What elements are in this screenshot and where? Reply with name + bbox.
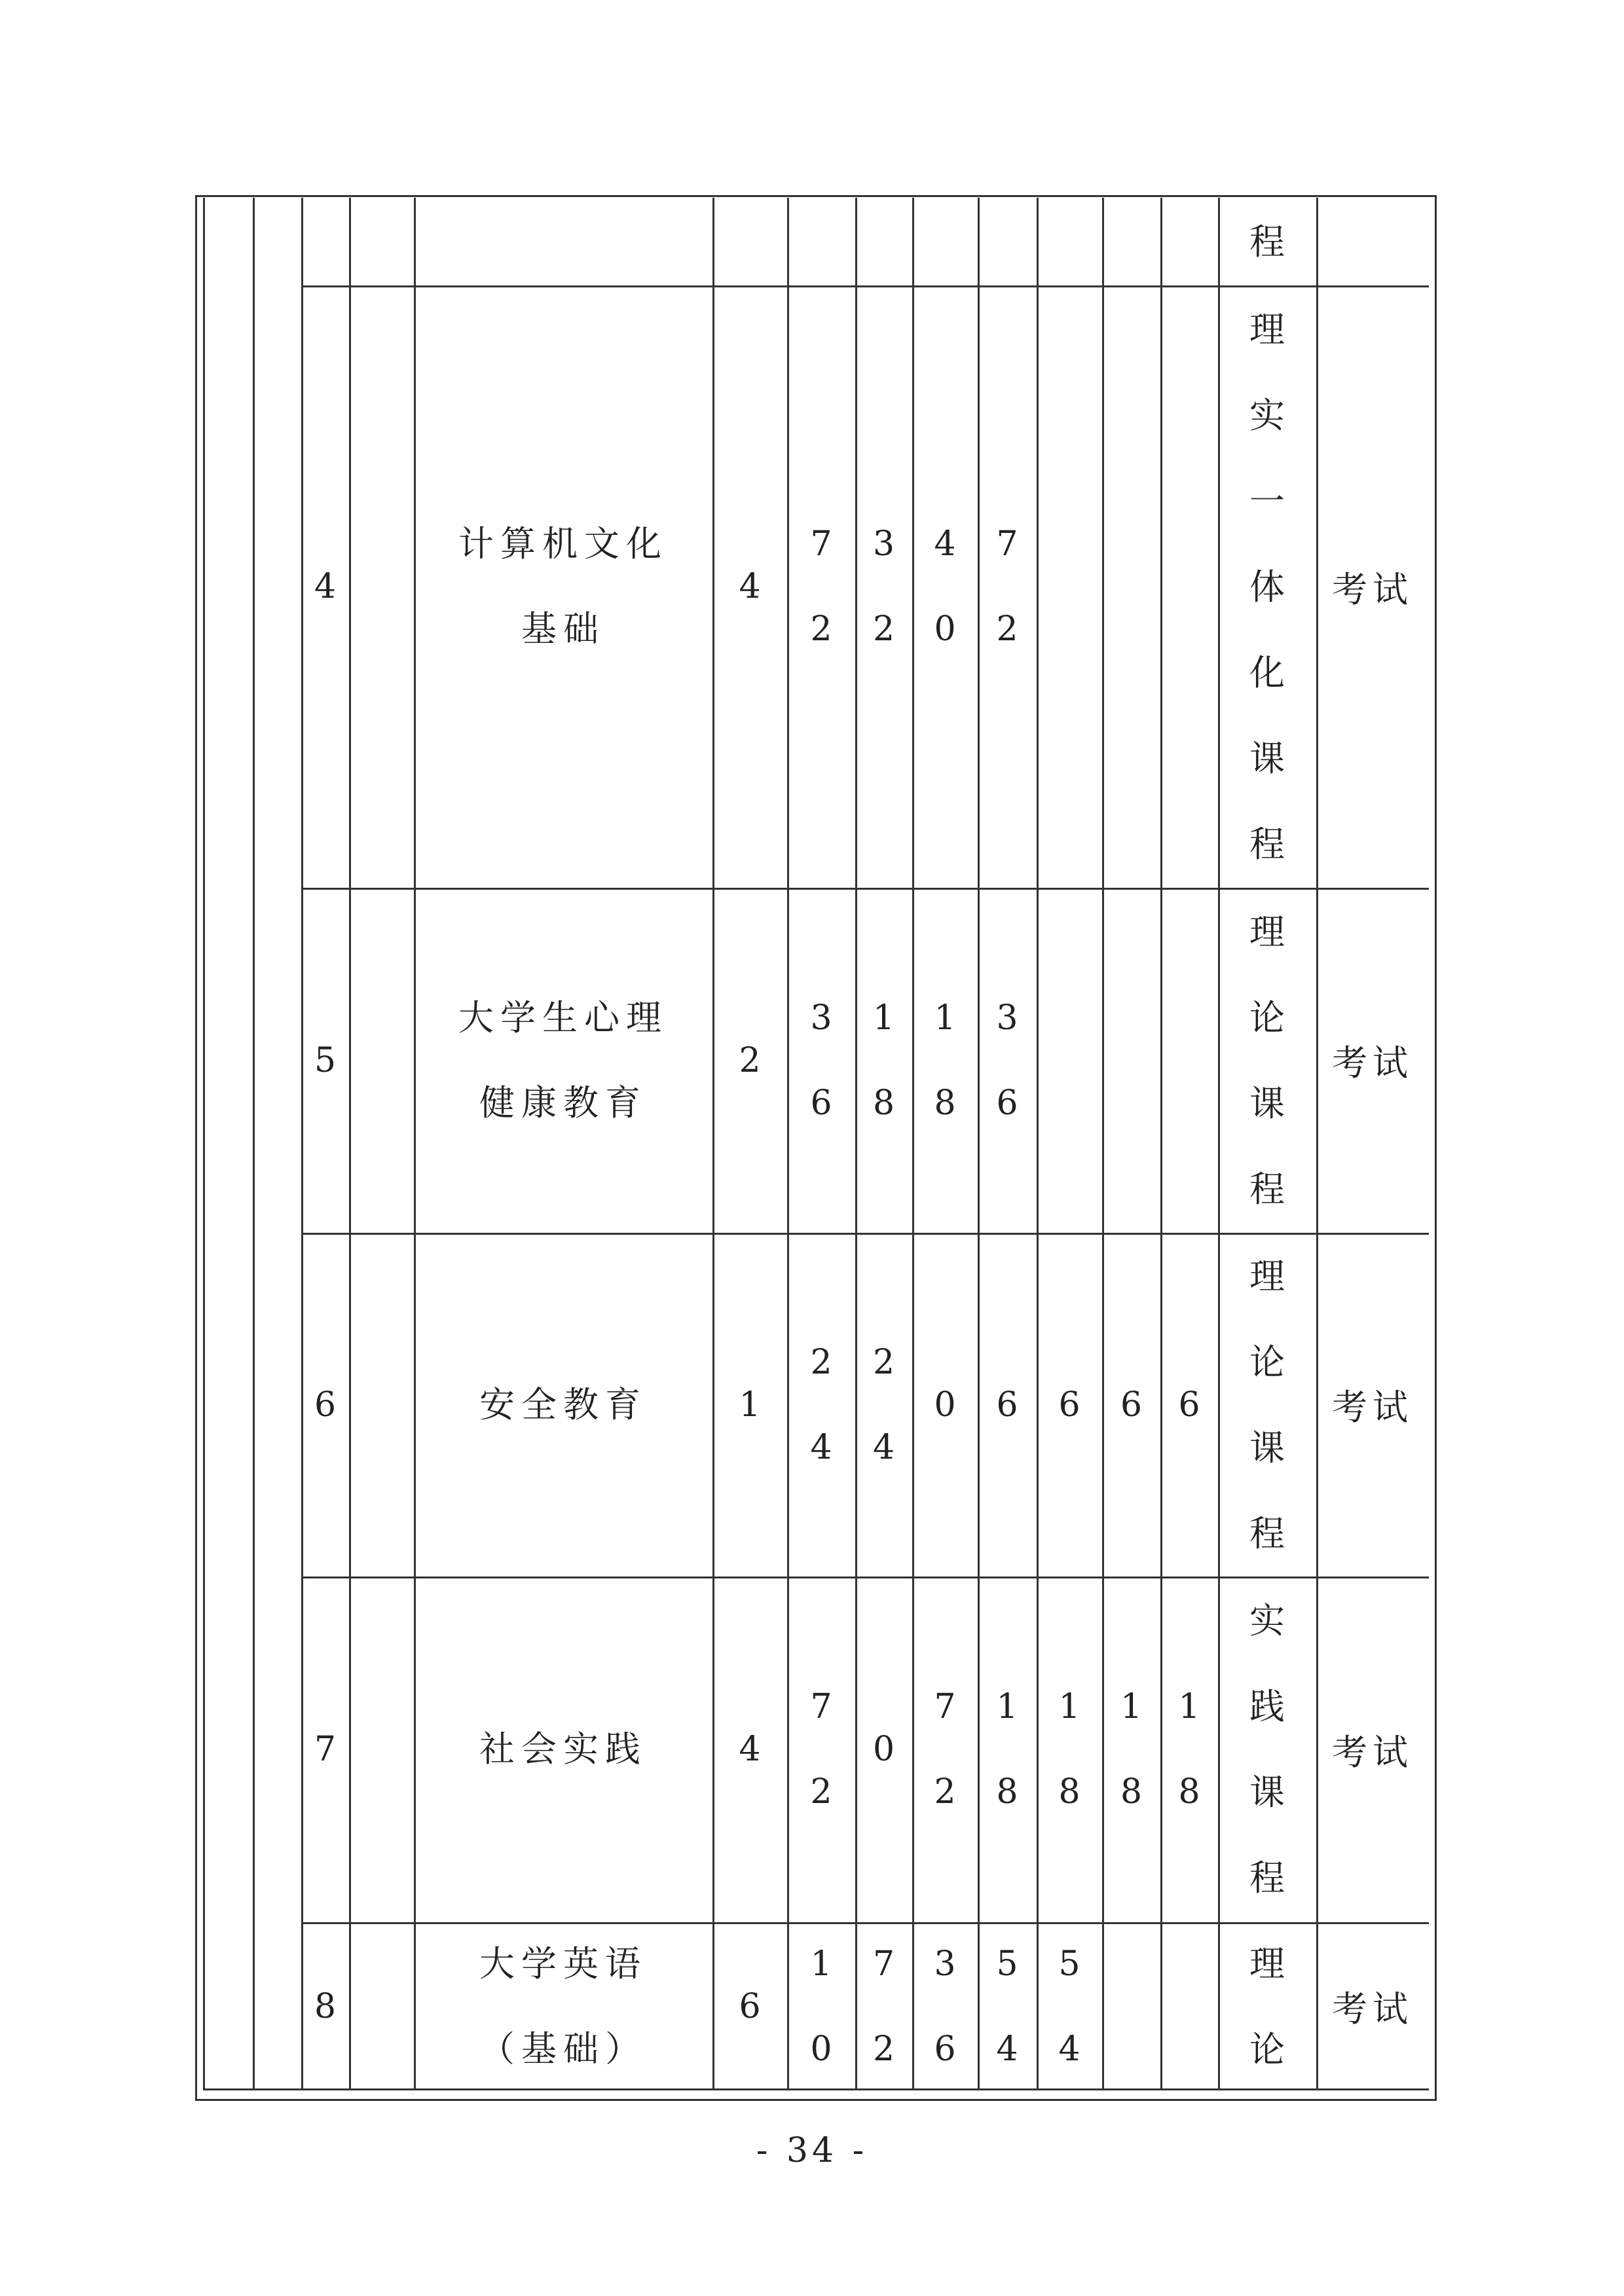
hour-digit: 6: [996, 1083, 1018, 1123]
hour-digit: 1: [996, 1687, 1018, 1726]
hour-digit: 6: [996, 1385, 1018, 1425]
assessment-method: 考试: [1332, 1731, 1413, 1773]
hour-value: [934, 975, 955, 1146]
semester-2-hours: [1037, 1576, 1102, 1922]
seq-number: 8: [314, 1986, 337, 2026]
hour-digit: 1: [810, 1944, 832, 1984]
hour-value: [934, 501, 955, 672]
hour-value: [1058, 1362, 1080, 1448]
semester-4-hours: [1160, 1233, 1218, 1576]
seq-number: 7: [314, 1730, 337, 1769]
hour-digit: 6: [1120, 1385, 1143, 1425]
course-name: 计算机文化基础: [458, 523, 668, 649]
hour-digit: 6: [810, 1083, 832, 1123]
hour-digit: 2: [872, 2029, 895, 2069]
hour-digit: 8: [1120, 1772, 1143, 1812]
hour-digit: 2: [810, 1342, 832, 1382]
hour-digit: 4: [996, 2029, 1018, 2069]
semester-3-hours: [1102, 1576, 1160, 1922]
hour-value: [1120, 1362, 1142, 1448]
practice-hours: [912, 285, 978, 888]
theory-hours: [855, 285, 912, 888]
hour-digit: 6: [1178, 1385, 1200, 1425]
hour-digit: 6: [1058, 1385, 1080, 1425]
semester-4-hours: [1160, 1576, 1218, 1922]
hour-digit: 4: [810, 1427, 832, 1467]
theory-hours: [855, 1233, 912, 1576]
hour-digit: 4: [934, 524, 956, 564]
hour-value: [996, 1362, 1018, 1448]
theory-hours: [855, 888, 912, 1233]
hour-digit: 1: [1120, 1687, 1143, 1726]
course-name: 安全教育: [479, 1383, 647, 1425]
semester-1-hours: [978, 1233, 1037, 1576]
hour-digit: 7: [996, 524, 1018, 564]
course-type: 理 论 课 程: [1249, 1255, 1285, 1554]
column-divider: [253, 198, 255, 2090]
hour-digit: 3: [810, 998, 832, 1038]
hour-value: [934, 1922, 955, 2092]
hour-digit: 2: [872, 1342, 895, 1382]
course-type: 实 践 课 程: [1249, 1600, 1285, 1899]
hour-digit: 2: [934, 1772, 956, 1812]
course-name: 社会实践: [479, 1728, 647, 1770]
hour-digit: 0: [934, 1385, 956, 1425]
hour-value: [810, 975, 832, 1146]
hour-digit: 3: [996, 998, 1018, 1038]
hour-digit: 5: [996, 1944, 1018, 1984]
course-name: 大学生心理健康教育: [458, 996, 668, 1123]
assessment-method: 考试: [1332, 568, 1413, 610]
hour-value: [1058, 1922, 1080, 2092]
assessment-method: 考试: [1332, 1387, 1413, 1428]
table-row: [1218, 198, 1316, 285]
hour-digit: 0: [810, 2029, 832, 2069]
hour-value: [934, 1664, 955, 1834]
hour-digit: 8: [1058, 1772, 1080, 1812]
column-divider: [349, 198, 351, 2090]
hour-digit: 1: [934, 998, 956, 1038]
hour-digit: 2: [996, 610, 1018, 649]
hour-digit: 8: [934, 1083, 956, 1123]
hour-value: [810, 501, 832, 672]
hour-digit: 2: [810, 610, 832, 649]
hour-digit: 7: [810, 524, 832, 564]
hour-value: [873, 1922, 895, 2092]
hour-digit: 5: [1058, 1944, 1080, 1984]
seq-number: 4: [314, 567, 337, 606]
hour-value: [996, 501, 1018, 672]
hour-value: [934, 1362, 955, 1448]
hour-digit: 8: [872, 1083, 895, 1123]
theory-hours: [855, 1922, 912, 2090]
hour-value: [996, 975, 1018, 1146]
hour-value: [810, 1922, 832, 2092]
total-hours: [787, 285, 855, 888]
hour-value: [810, 1320, 832, 1490]
hour-value: [996, 1922, 1018, 2092]
hour-value: [1178, 1664, 1200, 1834]
hour-digit: 6: [934, 2029, 956, 2069]
credits: 4: [739, 567, 761, 606]
semester-1-hours: [978, 1576, 1037, 1922]
hour-digit: 7: [872, 1944, 895, 1984]
hour-value: [873, 1320, 895, 1490]
credits: 6: [739, 1986, 761, 2026]
hour-value: [873, 501, 895, 672]
hour-digit: 1: [872, 998, 895, 1038]
hour-digit: 7: [810, 1687, 832, 1726]
hour-digit: 0: [934, 610, 956, 649]
hour-digit: 8: [996, 1772, 1018, 1812]
hour-value: [1120, 1664, 1142, 1834]
practice-hours: [912, 1233, 978, 1576]
hour-digit: 3: [872, 524, 895, 564]
hour-digit: 1: [1178, 1687, 1200, 1726]
semester-3-hours: [1102, 1233, 1160, 1576]
theory-hours: [855, 1576, 912, 1922]
practice-hours: [912, 888, 978, 1233]
semester-2-hours: [1037, 1922, 1102, 2090]
hour-value: [873, 975, 895, 1146]
course-type: 理 论 课 程: [1249, 911, 1285, 1210]
hour-value: [1058, 1664, 1080, 1834]
hour-value: [1178, 1362, 1200, 1448]
credits: 4: [739, 1730, 761, 1769]
course-type: 程: [1249, 221, 1285, 263]
hour-digit: 0: [872, 1730, 895, 1769]
page-number: - 34 -: [756, 2131, 868, 2170]
hour-digit: 3: [934, 1944, 956, 1984]
hour-digit: 2: [872, 610, 895, 649]
credits: 1: [739, 1385, 761, 1425]
practice-hours: [912, 1576, 978, 1922]
credits: 2: [739, 1040, 761, 1080]
course-type: 理 实 一 体 化 课 程: [1249, 308, 1285, 865]
hour-digit: 4: [1058, 2029, 1080, 2069]
assessment-method: 考试: [1332, 1042, 1413, 1084]
hour-digit: 4: [872, 1427, 895, 1467]
total-hours: [787, 1233, 855, 1576]
total-hours: [787, 888, 855, 1233]
seq-number: 6: [314, 1385, 337, 1425]
hour-value: [810, 1664, 832, 1834]
assessment-method: 考试: [1332, 1988, 1413, 2030]
hour-value: [873, 1707, 895, 1792]
practice-hours: [912, 1922, 978, 2090]
total-hours: [787, 1922, 855, 2090]
total-hours: [787, 1576, 855, 1922]
course-name: 大学英语（基础）: [479, 1942, 647, 2069]
hour-digit: 8: [1178, 1772, 1200, 1812]
semester-1-hours: [978, 285, 1037, 888]
hour-value: [996, 1664, 1018, 1834]
hour-digit: 2: [810, 1772, 832, 1812]
semester-2-hours: [1037, 1233, 1102, 1576]
semester-1-hours: [978, 888, 1037, 1233]
course-type: 理 论: [1249, 1942, 1285, 2070]
semester-1-hours: [978, 1922, 1037, 2090]
seq-number: 5: [314, 1040, 337, 1080]
hour-digit: 1: [1058, 1687, 1080, 1726]
hour-digit: 7: [934, 1687, 956, 1726]
